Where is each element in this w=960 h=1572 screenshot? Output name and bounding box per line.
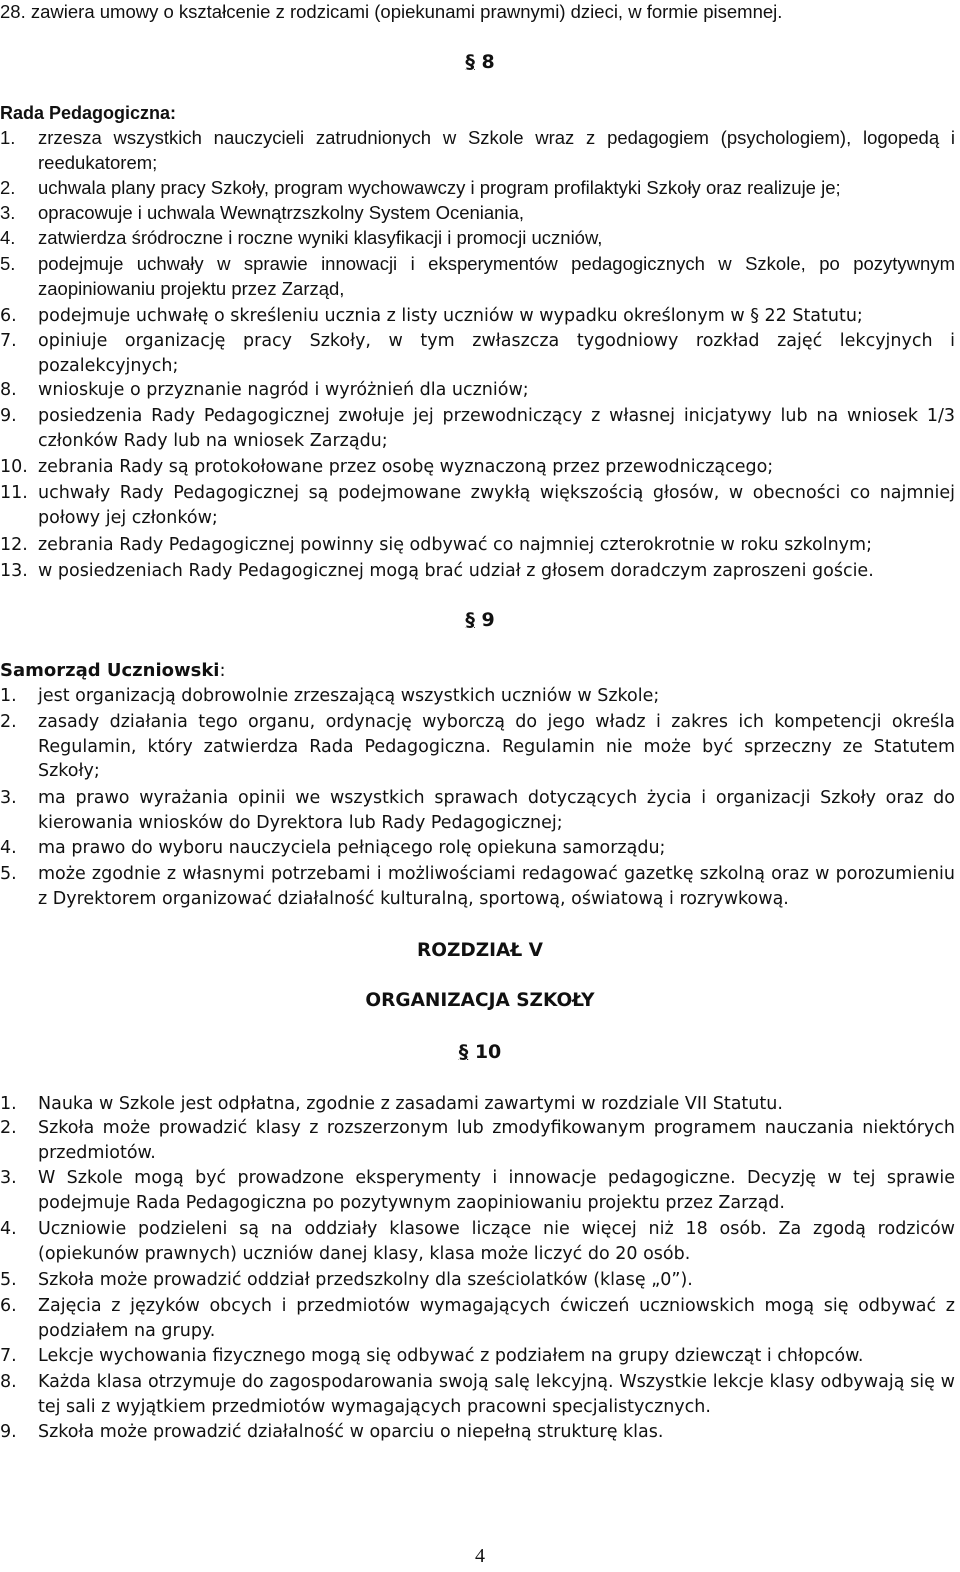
section-number: 8 [481,51,495,73]
chapter-subtitle: ORGANIZACJA SZKOŁY [365,990,595,1011]
list-item: 4. zatwierdza śródroczne i roczne wyniki klasyfikacji i promocji uczniów, [0,227,603,248]
section-sign: § [465,609,475,631]
list-item: 6. Zajęcia z języków obcych i przedmiotów wymagających ćwiczeń uczniowskich mogą się odbywać z podziałem na grupy. [0,1296,955,1341]
list-item: 12. zebrania Rady Pedagogicznej powinny się odbywać co najmniej czterokrotnie w roku szkolnym; [0,535,872,555]
list-item: 6. podejmuje uchwałę o skreśleniu ucznia z listy uczniów w wypadku określonym w § 22 Statutu; [0,306,863,326]
list-item: 7. opiniuje organizację pracy Szkoły, w tym zwłaszcza tygodniowy rozkład zajęć lekcyjnych i pozalekcyjnych; [0,331,955,376]
list-item: 9. Szkoła może prowadzić działalność w oparciu o niepełną strukturę klas. [0,1422,664,1442]
list-item: 3. ma prawo wyrażania opinii we wszystkich sprawach dotyczących życia i organizacji Szkoły oraz do kierowania wniosków do Dyrektora lub Rady Pedagogicznej; [0,788,955,833]
section-10-heading [0,1040,960,1064]
section-sign: § [458,1041,469,1063]
page-number: 4 [475,1545,485,1567]
list-item: 9. posiedzenia Rady Pedagogicznej zwołuje jej przewodniczący z własnej inicjatywy lub na wniosek 1/3 członków Rady lub na wniosek Zarządu; [0,406,955,451]
section-sign: § [465,51,475,73]
list-item: 8. Każda klasa otrzymuje do zagospodarowania swoją salę lekcyjną. Wszystkie lekcje klasy odbywają się w tej sali z wyjątkiem przedmiotów wymagających pracowni specjalistycznych. [0,1372,955,1417]
list-item: 11. uchwały Rady Pedagogicznej są podejmowane zwykłą większością głosów, w obecności co najmniej połowy jej członków; [0,483,955,528]
list-item: 1. Nauka w Szkole jest odpłatna, zgodnie z zasadami zawartymi w rozdziale VII Statutu. [0,1094,783,1114]
list-item: 1. zrzesza wszystkich nauczycieli zatrudnionych w Szkole wraz z pedagogiem (psychologiem), logopedą i reedukatorem; [0,127,955,173]
list-item: 3. W Szkole mogą być prowadzone eksperymenty i innowacje pedagogiczne. Decyzję w tej sprawie podejmuje Rada Pedagogiczna po pozytywnym zaopiniowaniu projektu przez Zarząd. [0,1168,955,1213]
list-item: 4. Uczniowie podzieleni są na oddziały klasowe liczące nie więcej niż 18 osób. Za zgodą rodziców (opiekunów prawnych) uczniów danej klasy, klasa może liczyć do 20 osób. [0,1219,955,1264]
samorzad-heading: Samorząd Uczniowski: [0,660,226,681]
section-8-heading [0,50,960,74]
list-item: 2. uchwala plany pracy Szkoły, program wychowawczy i program profilaktyki Szkoły oraz realizuje je; [0,177,841,198]
list-item: 5. może zgodnie z własnymi potrzebami i możliwościami redagować gazetkę szkolną oraz w porozumieniu z Dyrektorem organizować działalność kulturalną, sportową, oświatową i rozrywkową. [0,864,955,909]
list-item: 3. opracowuje i uchwala Wewnątrzszkolny System Oceniania, [0,202,525,223]
item-28-continuation: 28. zawiera umowy o kształcenie z rodzicami (opiekunami prawnymi) dzieci, w formie pisemnej. [0,1,783,22]
list-item: 4. ma prawo do wyboru nauczyciela pełniącego rolę opiekuna samorządu; [0,838,666,858]
section-9-heading [0,608,960,632]
list-item: 8. wnioskuje o przyznanie nagród i wyróżnień dla uczniów; [0,380,529,400]
list-item: 2. Szkoła może prowadzić klasy z rozszerzonym lub zmodyfikowanym programem nauczania niektórych przedmiotów. [0,1118,955,1163]
list-item: 10. zebrania Rady są protokołowane przez osobę wyznaczoną przez przewodniczącego; [0,457,774,477]
list-item: 2. zasady działania tego organu, ordynację wyborczą do jego władz i zakres ich kompetencji określa Regulamin, który zatwierdza Rada Pedagogiczna. Regulamin nie może być sprzeczny ze Statutem Szkoły; [0,712,955,781]
section-number: 9 [481,609,495,631]
rada-heading: Rada Pedagogiczna: [0,103,177,123]
list-item: 13. w posiedzeniach Rady Pedagogicznej mogą brać udział z głosem doradczym zaproszeni goście. [0,561,874,581]
list-item: 5. podejmuje uchwały w sprawie innowacji i eksperymentów pedagogicznych w Szkole, po pozytywnym zaopiniowaniu projektu przez Zarząd, [0,253,955,299]
section-number: 10 [474,1041,502,1063]
list-item: 1. jest organizacją dobrowolnie zrzeszającą wszystkich uczniów w Szkole; [0,686,660,706]
list-item: 7. Lekcje wychowania fizycznego mogą się odbywać z podziałem na grupy dziewcząt i chłopców. [0,1346,864,1366]
list-item: 5. Szkoła może prowadzić oddział przedszkolny dla sześciolatków (klasę „0”). [0,1270,693,1290]
chapter-title: ROZDZIAŁ V [417,940,543,961]
